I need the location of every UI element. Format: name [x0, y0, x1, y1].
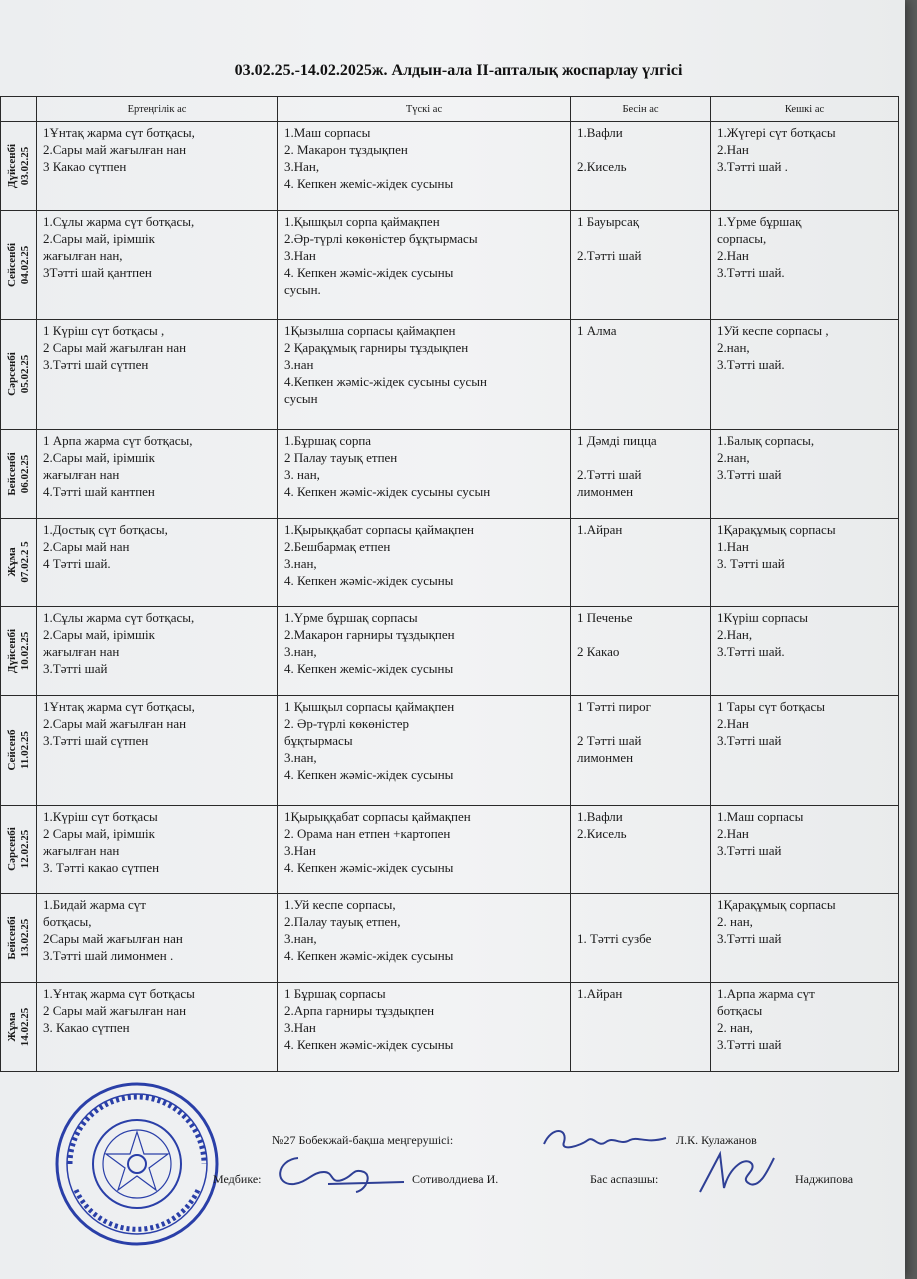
menu-line: [577, 626, 704, 643]
table-row: [1, 518, 899, 607]
dinner-cell: [711, 518, 899, 607]
column-header-snack: Бесін ас: [571, 97, 711, 122]
menu-line: 4.Тәтті шай кантпен: [43, 483, 155, 499]
nurse-name: Сотиволдиева И.: [412, 1172, 499, 1186]
menu-line: 4.Кепкен жәміс-жідек сусыны сусын: [284, 374, 487, 390]
menu-line: 3.Тәтті шай.: [717, 357, 785, 373]
menu-line: 1.Уй кеспе сорпасы,: [284, 897, 396, 913]
menu-line: 2.Сары май жағылған нан: [43, 142, 187, 157]
day-cell: [1, 320, 37, 429]
head-label: №27 Бобекжай-бақша меңгерушісі:: [272, 1133, 454, 1147]
cook-label: Бас аспазшы:: [590, 1172, 659, 1186]
menu-line: 2Сары май жағылған нан: [43, 931, 183, 947]
menu-line: 3.Нан: [284, 247, 316, 263]
menu-line: [577, 141, 704, 158]
dinner-cell: [711, 320, 899, 429]
menu-line: 2.Сары май жағылған нан: [43, 716, 187, 732]
lunch-cell: [278, 320, 571, 429]
menu-line: 1.Бидай жарма сүт: [43, 897, 146, 913]
menu-line: 2. нан,: [717, 1020, 753, 1036]
menu-line: 2. нан,: [717, 914, 753, 930]
menu-line: 4. Кепкен жәміс-жідек сусыны: [284, 767, 454, 783]
menu-line: 3 Какао сүтпен: [43, 159, 127, 174]
menu-line: 1 Дәмді пицца: [577, 432, 657, 448]
cook-name: Наджипова: [795, 1172, 854, 1186]
menu-line: 3.Нан: [284, 842, 316, 858]
menu-line: 2 Сары май, ірімшік: [43, 825, 155, 841]
menu-line: 3.Нан,: [284, 159, 320, 174]
breakfast-cell: [37, 429, 278, 518]
menu-line: 3.нан,: [284, 644, 317, 660]
menu-line: 1.Вафли: [577, 808, 623, 824]
nurse-signature-icon: [268, 1150, 408, 1196]
menu-line: 4 Тәтті шай.: [43, 555, 111, 571]
lunch-cell: [278, 518, 571, 607]
dinner-cell: [711, 696, 899, 805]
menu-line: 1.Ұнтақ жарма сүт ботқасы: [43, 986, 195, 1002]
menu-line: [577, 896, 704, 913]
menu-line: 3.Тәтті шай: [717, 842, 782, 858]
menu-line: 3.Тәтті шай сүтпен: [43, 733, 149, 749]
menu-line: 3.нан,: [284, 931, 317, 947]
menu-line: 3. нан,: [284, 466, 320, 482]
menu-line: 2 Тәтті шай: [577, 733, 642, 749]
menu-line: 1.Айран: [577, 521, 623, 537]
lunch-cell: [278, 805, 571, 894]
lunch-cell: [278, 607, 571, 696]
menu-line: 1.Қырыққабат сорпасы қаймақпен: [284, 521, 474, 537]
dinner-cell: [711, 983, 899, 1072]
menu-line: 1.Бұршақ сорпа: [284, 432, 372, 448]
day-cell: [1, 894, 37, 983]
table-row: [1, 983, 899, 1072]
breakfast-cell: [37, 122, 278, 211]
day-label: Сәрсенбі 05.02.25: [5, 352, 31, 397]
menu-line: 1.Үрме бұршақ сорпасы: [284, 610, 418, 626]
menu-line: жағылған нан,: [43, 247, 123, 263]
menu-line: 1.Күріш сүт ботқасы: [43, 808, 158, 824]
cook-signature-icon: [690, 1148, 780, 1196]
menu-line: 3.нан: [284, 357, 314, 373]
menu-line: 3.Тәтті шай: [43, 661, 108, 677]
lunch-cell: [278, 696, 571, 805]
day-cell: [1, 210, 37, 319]
nurse-label: Медбике:: [213, 1172, 262, 1186]
menu-line: [577, 715, 704, 732]
snack-cell: [571, 210, 711, 319]
menu-line: 3.Тәтті шай: [717, 931, 782, 947]
day-cell: [1, 518, 37, 607]
menu-line: лимонмен: [577, 483, 634, 499]
day-label: Бейсенбі 06.02.25: [5, 451, 31, 496]
snack-cell: [571, 320, 711, 429]
menu-line: 1Қырыққабат сорпасы қаймақпен: [284, 808, 471, 824]
menu-line: 1 Бұршақ сорпасы: [284, 986, 386, 1002]
lunch-cell: [278, 429, 571, 518]
dinner-cell: [711, 805, 899, 894]
day-label: Сәрсенбі 12.02.25: [5, 827, 31, 872]
menu-line: 2 Какао: [577, 644, 620, 660]
menu-line: 1 Алма: [577, 323, 617, 339]
menu-line: 1 Күріш сүт ботқасы ,: [43, 323, 165, 339]
menu-line: 3.нан,: [284, 555, 317, 571]
menu-line: 1. Тәтті сузбе: [577, 931, 652, 947]
menu-line: сусын: [284, 391, 318, 407]
table-row: [1, 320, 899, 429]
menu-line: 1Ұнтақ жарма сүт ботқасы,: [43, 699, 195, 715]
menu-line: 2.Әр-түрлі көкөністер бұқтырмасы: [284, 230, 478, 246]
table-row: [1, 429, 899, 518]
menu-line: 1.Балық сорпасы,: [717, 432, 815, 448]
snack-cell: [571, 607, 711, 696]
menu-line: сусын.: [284, 281, 321, 297]
menu-line: ботқасы: [717, 1003, 763, 1019]
day-label: Жұма 07.02.2 5: [5, 541, 31, 584]
menu-line: 3. Тәтті какао сүтпен: [43, 859, 160, 875]
menu-line: 2.Сары май, ірімшік: [43, 230, 155, 246]
day-cell: [1, 429, 37, 518]
breakfast-cell: [37, 210, 278, 319]
menu-line: 2.Кисель: [577, 825, 627, 841]
menu-line: 3.Тәтті шай.: [717, 264, 785, 280]
menu-line: 2.Тәтті шай: [577, 247, 642, 263]
menu-line: 2.нан,: [717, 340, 750, 356]
menu-line: 3.Нан: [284, 1020, 316, 1036]
day-cell: [1, 696, 37, 805]
menu-line: 3Тәтті шай қантпен: [43, 264, 152, 280]
snack-cell: [571, 805, 711, 894]
menu-line: 1.Нан: [717, 538, 749, 554]
menu-line: 1.Сұлы жарма сүт ботқасы,: [43, 610, 195, 626]
menu-line: лимонмен: [577, 750, 634, 766]
menu-line: 1 Печенье: [577, 610, 633, 626]
menu-line: 1 Бауырсақ: [577, 213, 640, 229]
menu-line: 2. Орама нан етпен +картопен: [284, 825, 451, 841]
dinner-cell: [711, 429, 899, 518]
table-header-row: [1, 97, 899, 122]
menu-line: жағылған нан: [43, 466, 120, 482]
menu-line: 2 Палау тауық етпен: [284, 449, 398, 465]
menu-line: 1 Арпа жарма сүт ботқасы,: [43, 432, 193, 448]
menu-line: 2.нан,: [717, 449, 750, 465]
menu-line: 2.Тәтті шай: [577, 466, 642, 482]
menu-line: бұқтырмасы: [284, 733, 353, 749]
menu-line: жағылған нан: [43, 644, 120, 660]
table-row: [1, 805, 899, 894]
breakfast-cell: [37, 983, 278, 1072]
menu-line: 1.Маш сорпасы: [284, 125, 371, 140]
menu-line: 2.Сары май нан: [43, 538, 130, 554]
dinner-cell: [711, 122, 899, 211]
menu-line: 1Күріш сорпасы: [717, 610, 809, 626]
breakfast-cell: [37, 696, 278, 805]
menu-line: 4. Кепкен жәміс-жідек сусыны: [284, 264, 454, 280]
table-row: [1, 696, 899, 805]
menu-line: 1Уй кеспе сорпасы ,: [717, 323, 829, 339]
menu-line: 1.Арпа жарма сүт: [717, 986, 815, 1002]
menu-line: 2.Сары май, ірімшік: [43, 449, 155, 465]
snack-cell: [571, 696, 711, 805]
menu-line: 2.Нан: [717, 716, 749, 732]
menu-line: 4. Кепкен жәміс-жідек сусыны: [284, 572, 454, 588]
day-label: Сейсенбі 04.02.25: [5, 242, 31, 288]
head-signature-icon: [540, 1122, 670, 1158]
menu-line: 3.Тәтті шай: [717, 466, 782, 482]
lunch-cell: [278, 122, 571, 211]
menu-line: 1Қарақұмық сорпасы: [717, 521, 836, 537]
lunch-cell: [278, 894, 571, 983]
menu-line: [577, 913, 704, 930]
menu-line: 4. Кепкен жеміс-жідек сусыны: [284, 176, 454, 191]
menu-line: 4. Кепкен жеміс-жідек сусыны: [284, 661, 454, 677]
day-cell: [1, 607, 37, 696]
menu-line: [577, 230, 704, 247]
menu-line: 3.Тәтті шай: [717, 733, 782, 749]
breakfast-cell: [37, 518, 278, 607]
breakfast-cell: [37, 805, 278, 894]
snack-cell: [571, 122, 711, 211]
snack-cell: [571, 983, 711, 1072]
menu-line: 1Қызылша сорпасы қаймақпен: [284, 323, 456, 339]
day-label: Дүйсенбі 03.02.25: [5, 143, 31, 188]
menu-line: 3.Тәтті шай .: [717, 159, 788, 174]
menu-line: 2 Қарақұмық гарниры тұздықпен: [284, 340, 469, 356]
menu-line: 1.Жүгері сүт ботқасы: [717, 125, 836, 140]
menu-line: 1Ұнтақ жарма сүт ботқасы,: [43, 125, 195, 140]
menu-line: 1 Тәтті пирог: [577, 699, 651, 715]
menu-line: 4. Кепкен жәміс-жідек сусыны: [284, 948, 454, 964]
day-label: Сейсенб 11.02.25: [5, 729, 31, 771]
menu-line: 4. Кепкен жәміс-жідек сусыны: [284, 1037, 454, 1053]
menu-table: [0, 96, 899, 1072]
menu-line: 2.Нан: [717, 142, 749, 157]
dinner-cell: [711, 210, 899, 319]
table-row: [1, 122, 899, 211]
menu-line: [577, 449, 704, 466]
column-header-lunch: Түскі ас: [278, 97, 571, 122]
menu-line: 1 Тары сүт ботқасы: [717, 699, 826, 715]
menu-line: 4. Кепкен жәміс-жідек сусыны: [284, 859, 454, 875]
menu-line: 1Қарақұмық сорпасы: [717, 897, 836, 913]
lunch-cell: [278, 210, 571, 319]
menu-line: 3.Тәтті шай лимонмен .: [43, 948, 174, 964]
column-header-dinner: Кешкі ас: [711, 97, 899, 122]
menu-line: 1.Достық сүт ботқасы,: [43, 521, 168, 537]
snack-cell: [571, 518, 711, 607]
day-cell: [1, 805, 37, 894]
menu-line: 2. Макарон тұздықпен: [284, 142, 408, 157]
snack-cell: [571, 429, 711, 518]
head-name: Л.К. Кулажанов: [676, 1133, 757, 1147]
day-cell: [1, 983, 37, 1072]
day-cell: [1, 122, 37, 211]
menu-line: 4. Кепкен жәміс-жідек сусыны сусын: [284, 483, 491, 499]
menu-line: 2.Нан,: [717, 627, 753, 643]
day-label: Бейсенбі 13.02.25: [5, 916, 31, 960]
menu-line: 1.Қышқыл сорпа қаймақпен: [284, 213, 440, 229]
menu-line: 2 Сары май жағылған нан: [43, 340, 187, 356]
menu-line: 1.Сұлы жарма сүт ботқасы,: [43, 213, 195, 229]
menu-line: 2.Кисель: [577, 159, 627, 174]
menu-line: 3.Тәтті шай.: [717, 644, 785, 660]
table-row: [1, 210, 899, 319]
menu-line: 1.Үрме бұршақ: [717, 213, 802, 229]
table-row: [1, 607, 899, 696]
document-title: 03.02.25.-14.02.2025ж. Алдын-ала ІІ-апталық жоспарлау үлгісі: [234, 62, 683, 79]
menu-line: 3.нан,: [284, 750, 317, 766]
menu-line: 3. Тәтті шай: [717, 555, 785, 571]
menu-line: 2.Нан: [717, 825, 749, 841]
lunch-cell: [278, 983, 571, 1072]
breakfast-cell: [37, 894, 278, 983]
menu-line: 2.Сары май, ірімшік: [43, 627, 155, 643]
table-row: [1, 894, 899, 983]
day-label: Жұма 14.02.25: [5, 1007, 31, 1047]
day-label: Дүйсенбі 10.02.25: [5, 629, 31, 674]
menu-line: сорпасы,: [717, 230, 767, 246]
menu-line: 2. Әр-түрлі көкөністер: [284, 716, 409, 732]
menu-line: 2.Арпа гарниры тұздықпен: [284, 1003, 435, 1019]
menu-line: 3.Тәтті шай: [717, 1037, 782, 1053]
breakfast-cell: [37, 320, 278, 429]
menu-line: 2.Бешбармақ етпен: [284, 538, 391, 554]
menu-line: жағылған нан: [43, 842, 120, 858]
dinner-cell: [711, 894, 899, 983]
menu-line: 2.Нан: [717, 247, 749, 263]
dinner-cell: [711, 607, 899, 696]
breakfast-cell: [37, 607, 278, 696]
official-seal-icon: [52, 1080, 222, 1248]
menu-line: ботқасы,: [43, 914, 92, 930]
menu-line: 1.Маш сорпасы: [717, 808, 804, 824]
column-header-breakfast: Ертеңгілік ас: [37, 97, 278, 122]
day-header: [1, 97, 37, 122]
snack-cell: [571, 894, 711, 983]
menu-line: 1.Вафли: [577, 125, 623, 140]
menu-line: 3. Какао сүтпен: [43, 1020, 130, 1036]
menu-line: 1.Айран: [577, 986, 623, 1002]
menu-line: 1 Қышқыл сорпасы қаймақпен: [284, 699, 455, 715]
menu-line: 2.Макарон гарниры тұздықпен: [284, 627, 455, 643]
menu-line: 2 Сары май жағылған нан: [43, 1003, 187, 1019]
menu-line: 3.Тәтті шай сүтпен: [43, 357, 149, 373]
menu-line: 2.Палау тауық етпен,: [284, 914, 401, 930]
